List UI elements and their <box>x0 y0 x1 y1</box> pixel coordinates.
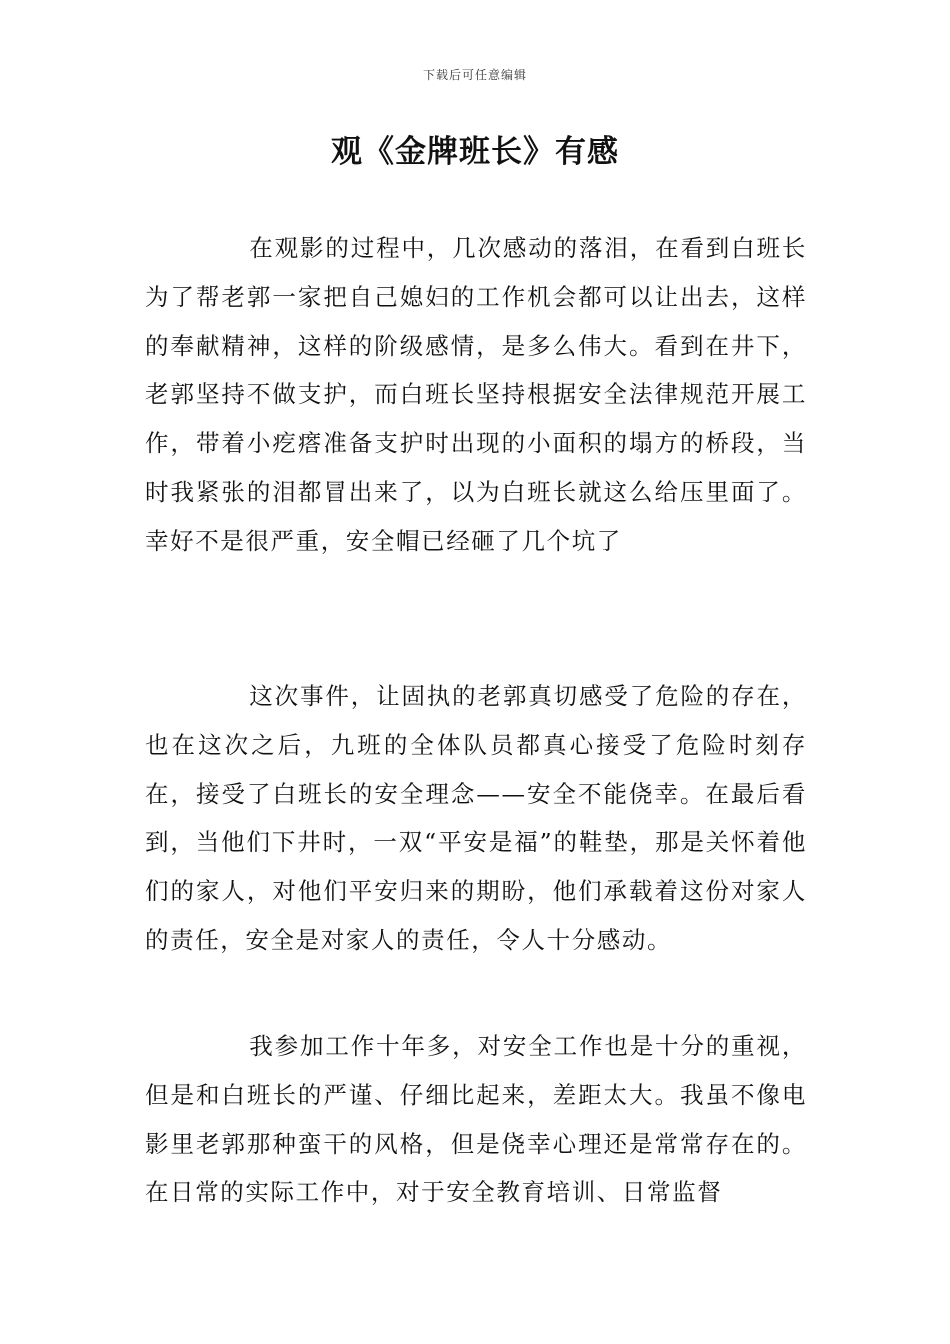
document-title: 观《金牌班长》有感 <box>331 134 619 170</box>
header-note: 下载后可任意编辑 <box>422 68 527 82</box>
paragraph-3 <box>145 1022 807 1217</box>
paragraph-2 <box>145 672 807 965</box>
paragraph-3-text: 我参加工作十年多，对安全工作也是十分的重视，但是和白班长的严谨、仔细比起来，差距太大。我虽不像电影里老郭那种蛮干的风格，但是侥幸心理还是常常存在的。在日常的实际工作中，对于安全教育培训、日常监督 <box>145 1032 807 1207</box>
paragraph-1-text: 在观影的过程中，几次感动的落泪，在看到白班长为了帮老郭一家把自己媳妇的工作机会都可以让出去，这样的奉献精神，这样的阶级感情，是多么伟大。看到在井下，老郭坚持不做支护，而白班长坚持根据安全法律规范开展工作，带着小疙瘩准备支护时出现的小面积的塌方的桥段，当时我紧张的泪都冒出来了，以为白班长就这么给压里面了。幸好不是很严重，安全帽已经砸了几个坑了 <box>145 234 807 555</box>
paragraph-1 <box>145 224 807 566</box>
paragraph-2-text: 这次事件，让固执的老郭真切感受了危险的存在，也在这次之后，九班的全体队员都真心接受了危险时刻存在，接受了白班长的安全理念——安全不能侥幸。在最后看到，当他们下井时，一双“平安是福”的鞋垫，那是关怀着他们的家人，对他们平安归来的期盼，他们承载着这份对家人的责任，安全是对家人的责任，令人十分感动。 <box>145 682 807 954</box>
